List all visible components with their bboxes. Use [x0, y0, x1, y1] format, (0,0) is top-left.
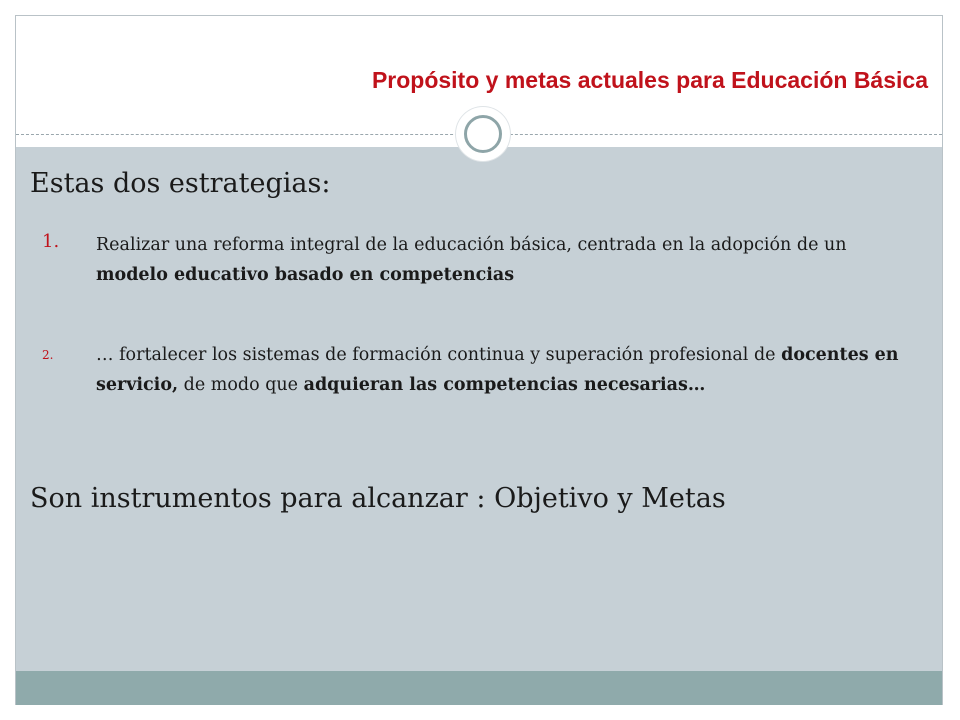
- circle-ornament-icon: [456, 107, 510, 161]
- content-heading: Estas dos estrategias:: [30, 168, 331, 199]
- slide-body-panel: [16, 147, 942, 671]
- text-segment-bold: docentes en servicio,: [96, 345, 899, 395]
- list-item-number: 2.: [42, 348, 54, 362]
- list-item-number: 1.: [42, 231, 60, 252]
- circle-ornament-inner: [464, 115, 502, 153]
- text-segment-bold: adquieran las competencias necesarias…: [303, 375, 706, 395]
- text-segment: Realizar una reforma integral de la educación básica, centrada en la adopción de un: [96, 235, 847, 255]
- footer-band: [16, 671, 942, 705]
- text-segment-bold: modelo educativo basado en competencias: [96, 265, 515, 285]
- slide-title: Propósito y metas actuales para Educación Básica: [371, 67, 928, 93]
- text-segment: de modo que: [178, 375, 304, 395]
- list-item-text: [96, 230, 914, 290]
- text-segment: … fortalecer los sistemas de formación continua y superación profesional de: [96, 345, 782, 365]
- conclusion-text: Son instrumentos para alcanzar : Objetivo y Metas: [30, 483, 726, 514]
- list-item-text: [96, 340, 914, 400]
